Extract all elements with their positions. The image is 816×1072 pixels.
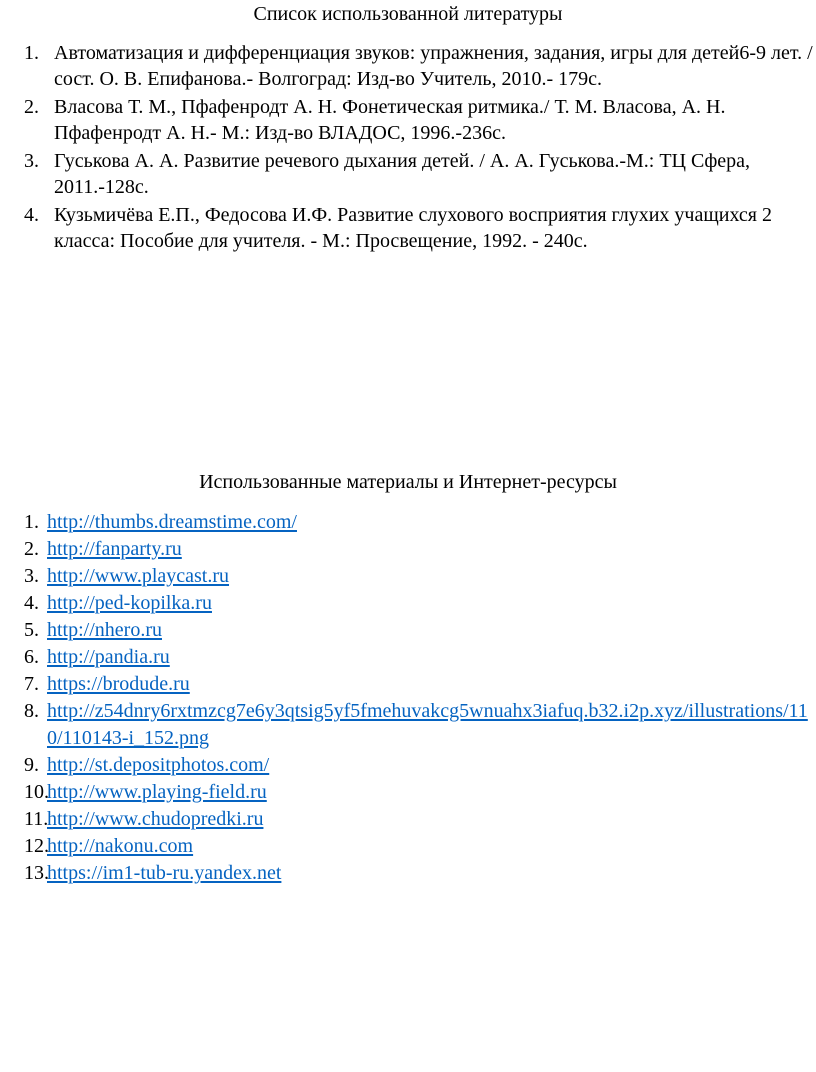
reference-item	[24, 202, 816, 254]
references-title: Список использованной литературы	[253, 3, 563, 25]
resource-number: 3.	[24, 565, 39, 587]
resource-item	[24, 779, 816, 806]
reference-number: 3.	[24, 150, 39, 172]
reference-item	[24, 94, 816, 146]
reference-text: Власова Т. М., Пфафенродт А. Н. Фонетическая ритмика./ Т. М. Власова, А. Н. Пфафенродт А. Н.- М.: Изд-во ВЛАДОС, 1996.-236с.	[54, 96, 726, 144]
resource-link[interactable]: http://www.playcast.ru	[47, 565, 230, 587]
resource-item	[24, 833, 816, 860]
resource-number: 13.	[24, 862, 49, 884]
resource-item	[24, 563, 816, 590]
resource-number: 10.	[24, 781, 49, 803]
resource-item	[24, 806, 816, 833]
resource-item	[24, 617, 816, 644]
reference-item	[24, 148, 816, 200]
resource-item	[24, 698, 816, 752]
resource-number: 9.	[24, 754, 39, 776]
reference-number: 2.	[24, 96, 39, 118]
resources-list	[24, 509, 816, 887]
resource-number: 1.	[24, 511, 39, 533]
references-list	[24, 40, 816, 256]
resource-number: 7.	[24, 673, 39, 695]
resource-item	[24, 509, 816, 536]
resource-link[interactable]: http://nakonu.com	[47, 835, 194, 857]
resource-link[interactable]: https://im1-tub-ru.yandex.net	[47, 862, 282, 884]
reference-text: Гуськова А. А. Развитие речевого дыхания детей. / А. А. Гуськова.-М.: ТЦ Сфера, 2011.-128с.	[54, 150, 751, 198]
resource-link[interactable]: http://ped-kopilka.ru	[47, 592, 212, 614]
resource-item	[24, 644, 816, 671]
resource-item	[24, 590, 816, 617]
resource-item	[24, 536, 816, 563]
reference-number: 1.	[24, 42, 39, 64]
resource-link[interactable]: https://brodude.ru	[47, 673, 190, 695]
resource-link[interactable]: http://z54dnry6rxtmzcg7e6y3qtsig5yf5fmehuvakcg5wnuahx3iafuq.b32.i2p.xyz/illustrations/110/110143-i_152.png	[47, 700, 808, 749]
reference-number: 4.	[24, 204, 39, 226]
resource-number: 6.	[24, 646, 39, 668]
reference-text: Автоматизация и дифференциация звуков: упражнения, задания, игры для детей6-9 лет. /сост. О. В. Епифанова.- Волгоград: Изд-во Учитель, 2010.- 179с.	[54, 42, 813, 90]
resource-link[interactable]: http://pandia.ru	[47, 646, 170, 668]
resource-link[interactable]: http://www.playing-field.ru	[47, 781, 267, 803]
resource-number: 11.	[24, 808, 49, 830]
resource-link[interactable]: http://www.chudopredki.ru	[47, 808, 264, 830]
reference-text: Кузьмичёва Е.П., Федосова И.Ф. Развитие слухового восприятия глухих учащихся 2 класса: Пособие для учителя. - М.: Просвещение, 1992. - 240с.	[54, 204, 772, 252]
resource-link[interactable]: http://thumbs.dreamstime.com/	[47, 511, 297, 533]
resource-number: 4.	[24, 592, 39, 614]
resource-item	[24, 860, 816, 887]
resource-item	[24, 752, 816, 779]
resource-link[interactable]: http://nhero.ru	[47, 619, 162, 641]
resource-number: 12.	[24, 835, 49, 857]
resources-title: Использованные материалы и Интернет-ресурсы	[199, 471, 617, 493]
resource-link[interactable]: http://fanparty.ru	[47, 538, 182, 560]
resource-number: 5.	[24, 619, 39, 641]
resource-number: 2.	[24, 538, 39, 560]
reference-item	[24, 40, 816, 92]
resource-item	[24, 671, 816, 698]
resource-number: 8.	[24, 700, 39, 722]
resource-link[interactable]: http://st.depositphotos.com/	[47, 754, 270, 776]
